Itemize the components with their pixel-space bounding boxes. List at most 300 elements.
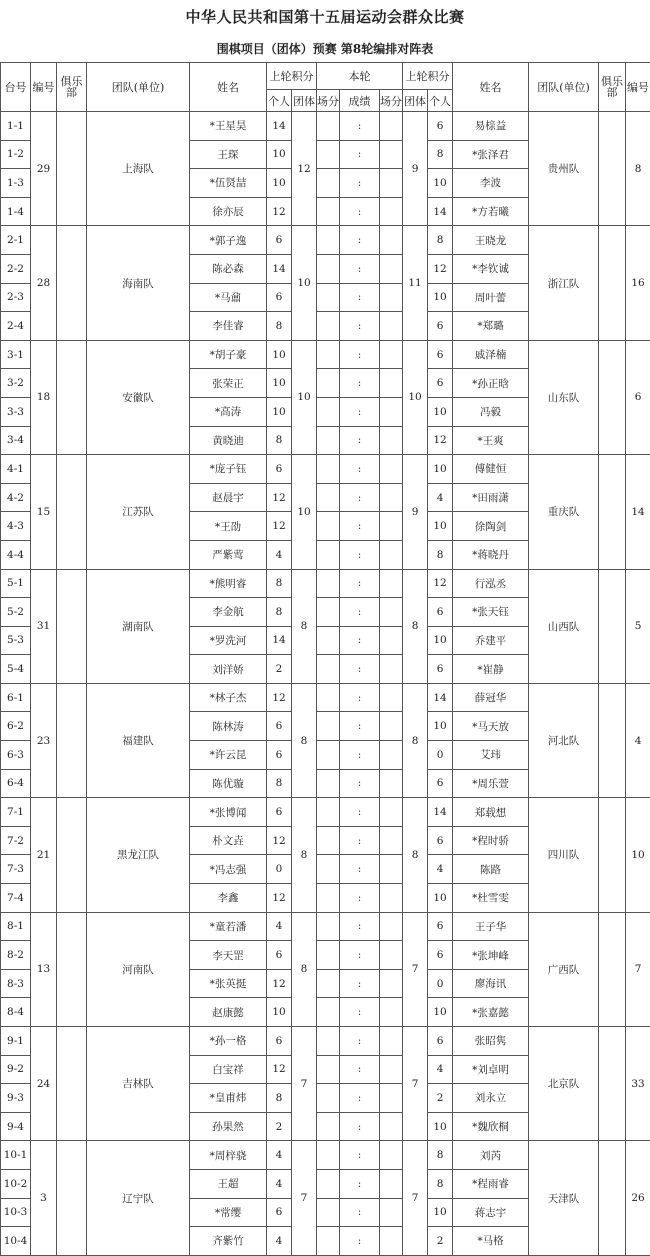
board-number: 7-4	[1, 884, 31, 913]
right-team-number: 16	[626, 226, 650, 340]
left-personal-score: 6	[267, 283, 292, 312]
left-personal-score: 4	[267, 1169, 292, 1198]
right-personal-score: 6	[428, 769, 453, 798]
header-group-left: 团体	[292, 90, 317, 112]
result-cell: :	[340, 1227, 380, 1256]
board-number: 5-3	[1, 626, 31, 655]
right-personal-score: 14	[428, 798, 453, 827]
left-player-name: 黄晓迪	[190, 426, 267, 455]
left-match-score	[317, 941, 340, 970]
left-match-score	[317, 1084, 340, 1113]
result-cell: :	[340, 512, 380, 541]
right-club	[599, 340, 626, 454]
left-personal-score: 4	[267, 540, 292, 569]
right-match-score	[380, 941, 403, 970]
board-number: 3-4	[1, 426, 31, 455]
left-match-score	[317, 798, 340, 827]
board-number: 4-2	[1, 483, 31, 512]
left-match-score	[317, 598, 340, 627]
right-team-number: 10	[626, 798, 650, 912]
table-row	[1, 683, 650, 712]
right-player-name: *刘卓明	[453, 1055, 529, 1084]
right-club	[599, 112, 626, 226]
board-number: 7-3	[1, 855, 31, 884]
left-club	[57, 683, 87, 797]
right-player-name: *蒋晓丹	[453, 540, 529, 569]
right-player-name: *方若曦	[453, 197, 529, 226]
header-result: 成绩	[340, 90, 380, 112]
left-personal-score: 8	[267, 769, 292, 798]
left-personal-score: 2	[267, 1112, 292, 1141]
right-match-score	[380, 855, 403, 884]
table-body	[1, 112, 650, 1256]
left-club	[57, 569, 87, 683]
right-match-score	[380, 741, 403, 770]
right-personal-score: 6	[428, 655, 453, 684]
board-number: 4-3	[1, 512, 31, 541]
left-club	[57, 798, 87, 912]
right-match-score	[380, 912, 403, 941]
right-match-score	[380, 769, 403, 798]
right-personal-score: 6	[428, 912, 453, 941]
table-row	[1, 798, 650, 827]
left-team-number: 24	[31, 1027, 57, 1141]
right-match-score	[380, 626, 403, 655]
result-cell: :	[340, 1198, 380, 1227]
left-personal-score: 6	[267, 1027, 292, 1056]
right-player-name: 郑载想	[453, 798, 529, 827]
table-row	[1, 1027, 650, 1056]
left-player-name: *许云昆	[190, 741, 267, 770]
result-cell: :	[340, 197, 380, 226]
left-personal-score: 6	[267, 712, 292, 741]
left-match-score	[317, 1141, 340, 1170]
right-match-score	[380, 455, 403, 484]
right-group-score: 8	[403, 569, 428, 683]
right-match-score	[380, 712, 403, 741]
result-cell: :	[340, 226, 380, 255]
right-personal-score: 10	[428, 169, 453, 198]
right-player-name: 徐陶剑	[453, 512, 529, 541]
right-match-score	[380, 397, 403, 426]
left-personal-score: 6	[267, 455, 292, 484]
right-team-number: 14	[626, 455, 650, 569]
header-personal-left: 个人	[267, 90, 292, 112]
right-team-name: 贵州队	[529, 112, 599, 226]
board-number: 7-2	[1, 826, 31, 855]
left-match-score	[317, 140, 340, 169]
left-match-score	[317, 826, 340, 855]
left-group-score: 8	[292, 912, 317, 1026]
board-number: 1-3	[1, 169, 31, 198]
right-match-score	[380, 226, 403, 255]
right-personal-score: 10	[428, 998, 453, 1027]
right-match-score	[380, 1027, 403, 1056]
result-cell: :	[340, 569, 380, 598]
left-player-name: *王星昊	[190, 112, 267, 141]
left-team-name: 江苏队	[87, 455, 190, 569]
board-number: 1-4	[1, 197, 31, 226]
right-player-name: *张坤峰	[453, 941, 529, 970]
left-match-score	[317, 1055, 340, 1084]
right-match-score	[380, 683, 403, 712]
right-personal-score: 2	[428, 1227, 453, 1256]
right-group-score: 7	[403, 1027, 428, 1141]
left-player-name: 陈林涛	[190, 712, 267, 741]
left-player-name: *周梓骁	[190, 1141, 267, 1170]
left-group-score: 7	[292, 1027, 317, 1141]
right-personal-score: 2	[428, 1084, 453, 1113]
result-cell: :	[340, 1027, 380, 1056]
result-cell: :	[340, 397, 380, 426]
header-this-round: 本轮	[317, 63, 403, 90]
left-match-score	[317, 169, 340, 198]
right-team-name: 北京队	[529, 1027, 599, 1141]
left-player-name: 朴文垚	[190, 826, 267, 855]
left-club	[57, 1027, 87, 1141]
right-group-score: 8	[403, 683, 428, 797]
board-number: 2-1	[1, 226, 31, 255]
left-team-name: 黑龙江队	[87, 798, 190, 912]
right-personal-score: 10	[428, 1198, 453, 1227]
right-team-number: 26	[626, 1141, 650, 1255]
right-team-number: 4	[626, 683, 650, 797]
right-personal-score: 12	[428, 426, 453, 455]
left-team-name: 河南队	[87, 912, 190, 1026]
left-match-score	[317, 683, 340, 712]
right-player-name: 王子华	[453, 912, 529, 941]
left-team-name: 安徽队	[87, 340, 190, 454]
left-match-score	[317, 483, 340, 512]
left-match-score	[317, 254, 340, 283]
right-team-name: 重庆队	[529, 455, 599, 569]
right-group-score: 7	[403, 912, 428, 1026]
page-subtitle: 围棋项目（团体）预赛 第8轮编排对阵表	[0, 40, 650, 57]
left-team-number: 13	[31, 912, 57, 1026]
left-player-name: 李天罡	[190, 941, 267, 970]
right-personal-score: 6	[428, 598, 453, 627]
right-personal-score: 6	[428, 340, 453, 369]
left-team-number: 18	[31, 340, 57, 454]
left-personal-score: 4	[267, 912, 292, 941]
header-board: 台号	[1, 63, 31, 112]
left-personal-score: 12	[267, 884, 292, 913]
right-personal-score: 10	[428, 455, 453, 484]
right-club	[599, 798, 626, 912]
header-personal-right: 个人	[428, 90, 453, 112]
right-match-score	[380, 169, 403, 198]
board-number: 2-2	[1, 254, 31, 283]
header-club-right: 俱乐部	[599, 63, 626, 112]
left-personal-score: 12	[267, 483, 292, 512]
right-personal-score: 12	[428, 254, 453, 283]
right-player-name: *孙正晗	[453, 369, 529, 398]
right-player-name: 廖海讯	[453, 969, 529, 998]
board-number: 5-2	[1, 598, 31, 627]
right-player-name: 李波	[453, 169, 529, 198]
right-personal-score: 8	[428, 226, 453, 255]
left-player-name: 赵晨宇	[190, 483, 267, 512]
right-club	[599, 912, 626, 1026]
left-personal-score: 8	[267, 426, 292, 455]
left-personal-score: 8	[267, 312, 292, 341]
result-cell: :	[340, 626, 380, 655]
result-cell: :	[340, 855, 380, 884]
right-match-score	[380, 426, 403, 455]
board-number: 9-4	[1, 1112, 31, 1141]
right-player-name: *郑璐	[453, 312, 529, 341]
board-number: 6-3	[1, 741, 31, 770]
right-personal-score: 12	[428, 569, 453, 598]
left-personal-score: 10	[267, 169, 292, 198]
right-personal-score: 10	[428, 884, 453, 913]
left-personal-score: 8	[267, 1084, 292, 1113]
right-player-name: *马格	[453, 1227, 529, 1256]
right-personal-score: 10	[428, 397, 453, 426]
right-match-score	[380, 112, 403, 141]
left-match-score	[317, 1198, 340, 1227]
right-player-name: *马天放	[453, 712, 529, 741]
left-club	[57, 455, 87, 569]
right-player-name: 薛冠华	[453, 683, 529, 712]
result-cell: :	[340, 826, 380, 855]
right-personal-score: 4	[428, 1055, 453, 1084]
result-cell: :	[340, 969, 380, 998]
result-cell: :	[340, 741, 380, 770]
left-player-name: *伍贤喆	[190, 169, 267, 198]
right-team-number: 33	[626, 1027, 650, 1141]
right-club	[599, 226, 626, 340]
right-match-score	[380, 512, 403, 541]
result-cell: :	[340, 769, 380, 798]
header-club-left: 俱乐部	[57, 63, 87, 112]
left-personal-score: 6	[267, 941, 292, 970]
left-player-name: 徐亦辰	[190, 197, 267, 226]
right-match-score	[380, 1169, 403, 1198]
header-num-left: 编号	[31, 63, 57, 112]
board-number: 6-2	[1, 712, 31, 741]
right-club	[599, 683, 626, 797]
left-club	[57, 1141, 87, 1255]
left-player-name: *童若潘	[190, 912, 267, 941]
right-team-name: 山东队	[529, 340, 599, 454]
board-number: 8-1	[1, 912, 31, 941]
left-match-score	[317, 1227, 340, 1256]
right-player-name: 艾玮	[453, 741, 529, 770]
board-number: 8-3	[1, 969, 31, 998]
header-name-left: 姓名	[190, 63, 267, 112]
right-team-name: 天津队	[529, 1141, 599, 1255]
left-group-score: 12	[292, 112, 317, 226]
board-number: 2-3	[1, 283, 31, 312]
right-match-score	[380, 655, 403, 684]
result-cell: :	[340, 312, 380, 341]
right-player-name: 王晓龙	[453, 226, 529, 255]
left-player-name: 王超	[190, 1169, 267, 1198]
result-cell: :	[340, 1141, 380, 1170]
left-personal-score: 12	[267, 512, 292, 541]
table-row	[1, 569, 650, 598]
right-team-number: 7	[626, 912, 650, 1026]
right-player-name: *张泽君	[453, 140, 529, 169]
right-match-score	[380, 197, 403, 226]
left-personal-score: 8	[267, 569, 292, 598]
right-match-score	[380, 283, 403, 312]
left-match-score	[317, 741, 340, 770]
left-player-name: 齐紫竹	[190, 1227, 267, 1256]
board-number: 3-2	[1, 369, 31, 398]
right-personal-score: 0	[428, 969, 453, 998]
left-player-name: 孙果然	[190, 1112, 267, 1141]
result-cell: :	[340, 540, 380, 569]
left-personal-score: 12	[267, 1055, 292, 1084]
left-team-name: 吉林队	[87, 1027, 190, 1141]
right-personal-score: 6	[428, 369, 453, 398]
right-team-number: 5	[626, 569, 650, 683]
right-match-score	[380, 483, 403, 512]
left-player-name: *罗洗河	[190, 626, 267, 655]
left-personal-score: 14	[267, 112, 292, 141]
page-title: 中华人民共和国第十五届运动会群众比赛	[0, 6, 650, 27]
left-club	[57, 112, 87, 226]
right-group-score: 8	[403, 798, 428, 912]
left-team-number: 3	[31, 1141, 57, 1255]
right-personal-score: 6	[428, 826, 453, 855]
board-number: 4-4	[1, 540, 31, 569]
left-match-score	[317, 855, 340, 884]
left-personal-score: 12	[267, 826, 292, 855]
right-player-name: 刘芮	[453, 1141, 529, 1170]
board-number: 10-1	[1, 1141, 31, 1170]
left-personal-score: 4	[267, 1141, 292, 1170]
left-team-name: 海南队	[87, 226, 190, 340]
right-team-name: 四川队	[529, 798, 599, 912]
left-player-name: 李鑫	[190, 884, 267, 913]
left-match-score	[317, 1112, 340, 1141]
left-match-score	[317, 226, 340, 255]
left-match-score	[317, 626, 340, 655]
left-personal-score: 12	[267, 683, 292, 712]
board-number: 10-4	[1, 1227, 31, 1256]
left-match-score	[317, 1169, 340, 1198]
left-team-number: 31	[31, 569, 57, 683]
result-cell: :	[340, 283, 380, 312]
left-match-score	[317, 512, 340, 541]
right-player-name: *李钦诚	[453, 254, 529, 283]
right-player-name: *张天钰	[453, 598, 529, 627]
left-group-score: 7	[292, 1141, 317, 1255]
right-personal-score: 6	[428, 112, 453, 141]
left-player-name: *张英挺	[190, 969, 267, 998]
table-row	[1, 1141, 650, 1170]
left-group-score: 8	[292, 798, 317, 912]
result-cell: :	[340, 1112, 380, 1141]
left-player-name: 陈必森	[190, 254, 267, 283]
left-personal-score: 0	[267, 855, 292, 884]
header-group-right: 团体	[403, 90, 428, 112]
left-personal-score: 10	[267, 397, 292, 426]
right-team-number: 8	[626, 112, 650, 226]
left-player-name: *林子杰	[190, 683, 267, 712]
left-personal-score: 12	[267, 197, 292, 226]
left-personal-score: 6	[267, 1198, 292, 1227]
left-player-name: *高涛	[190, 397, 267, 426]
left-player-name: 刘洋娇	[190, 655, 267, 684]
left-match-score	[317, 426, 340, 455]
right-match-score	[380, 884, 403, 913]
right-match-score	[380, 998, 403, 1027]
right-match-score	[380, 569, 403, 598]
right-personal-score: 10	[428, 712, 453, 741]
table-row	[1, 226, 650, 255]
board-number: 3-1	[1, 340, 31, 369]
left-player-name: *熊明睿	[190, 569, 267, 598]
right-match-score	[380, 312, 403, 341]
left-club	[57, 226, 87, 340]
right-player-name: *王爽	[453, 426, 529, 455]
result-cell: :	[340, 140, 380, 169]
left-player-name: *孙一格	[190, 1027, 267, 1056]
header-name-right: 姓名	[453, 63, 529, 112]
left-player-name: 白宝祥	[190, 1055, 267, 1084]
result-cell: :	[340, 112, 380, 141]
left-match-score	[317, 455, 340, 484]
left-group-score: 8	[292, 683, 317, 797]
right-match-score	[380, 254, 403, 283]
result-cell: :	[340, 340, 380, 369]
left-team-number: 28	[31, 226, 57, 340]
left-match-score	[317, 540, 340, 569]
result-cell: :	[340, 169, 380, 198]
left-match-score	[317, 312, 340, 341]
board-number: 7-1	[1, 798, 31, 827]
left-match-score	[317, 712, 340, 741]
right-group-score: 9	[403, 112, 428, 226]
result-cell: :	[340, 369, 380, 398]
header-match-score-right: 场分	[380, 90, 403, 112]
header-team-left: 团队(单位)	[87, 63, 190, 112]
right-personal-score: 6	[428, 312, 453, 341]
right-team-number: 6	[626, 340, 650, 454]
right-player-name: *张嘉懿	[453, 998, 529, 1027]
left-match-score	[317, 655, 340, 684]
header-prev-score-left: 上轮积分	[267, 63, 317, 90]
board-number: 3-3	[1, 397, 31, 426]
left-group-score: 10	[292, 455, 317, 569]
right-match-score	[380, 1198, 403, 1227]
left-player-name: 严紫莺	[190, 540, 267, 569]
right-personal-score: 14	[428, 683, 453, 712]
board-number: 2-4	[1, 312, 31, 341]
left-player-name: 李金航	[190, 598, 267, 627]
left-personal-score: 8	[267, 598, 292, 627]
right-player-name: 蒋志宇	[453, 1198, 529, 1227]
left-match-score	[317, 197, 340, 226]
right-match-score	[380, 969, 403, 998]
left-personal-score: 14	[267, 254, 292, 283]
left-personal-score: 6	[267, 798, 292, 827]
left-match-score	[317, 769, 340, 798]
left-match-score	[317, 569, 340, 598]
right-player-name: 陈路	[453, 855, 529, 884]
board-number: 10-2	[1, 1169, 31, 1198]
right-personal-score: 4	[428, 483, 453, 512]
left-player-name: *庞子钰	[190, 455, 267, 484]
left-player-name: 张荣正	[190, 369, 267, 398]
left-club	[57, 912, 87, 1026]
result-cell: :	[340, 1084, 380, 1113]
left-personal-score: 6	[267, 741, 292, 770]
